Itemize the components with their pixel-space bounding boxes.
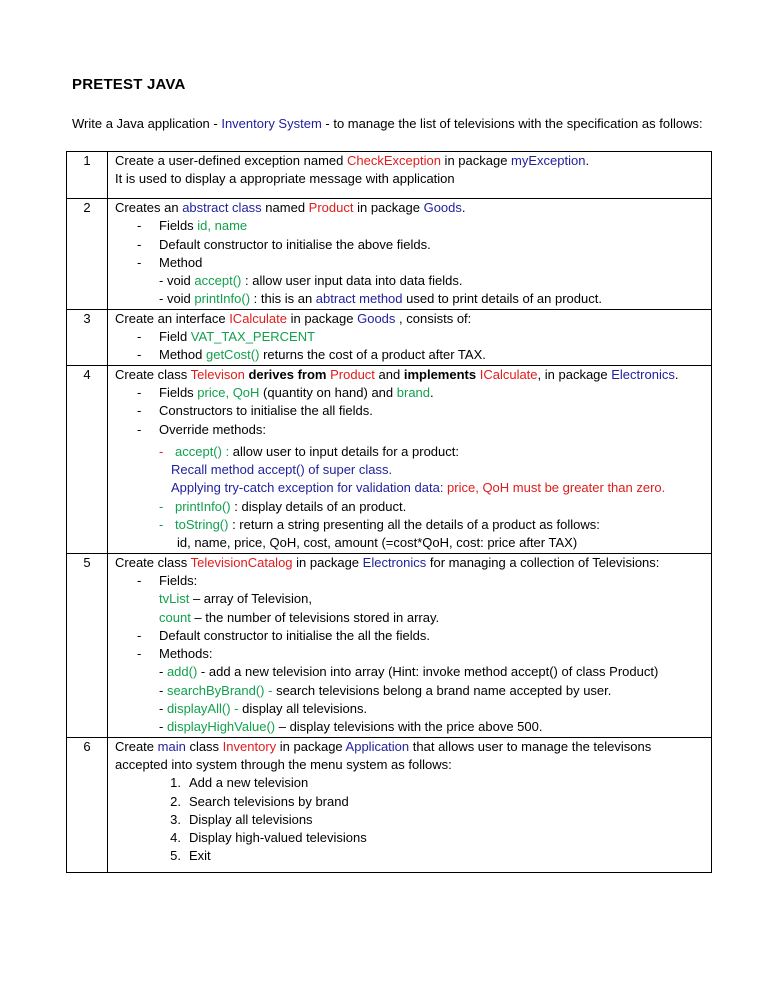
method-name: accept() <box>194 273 242 289</box>
bullet-dash: - <box>137 384 142 400</box>
bullet-dash: - <box>137 572 142 588</box>
package-name: Electronics <box>362 554 427 570</box>
text: Fields: <box>159 572 198 588</box>
row-content <box>108 365 712 553</box>
validation-rule: price, QoH must be greater than zero. <box>447 480 666 496</box>
row-number: 4 <box>67 365 108 553</box>
menu-number: 4. <box>170 830 181 846</box>
bullet-dash: - <box>137 347 142 363</box>
intro-text: Write a Java application - <box>72 116 222 131</box>
menu-item <box>115 793 707 811</box>
text: Create class <box>115 366 191 382</box>
text: allow user to input details for a product: <box>229 443 459 459</box>
row-number: 2 <box>67 199 108 310</box>
row-content <box>108 152 712 199</box>
class-name: TelevisionCatalog <box>190 554 293 570</box>
spec-row-2 <box>67 199 712 310</box>
method-name: printInfo() <box>175 498 231 514</box>
text: Constructors to initialise the all fields. <box>159 403 373 419</box>
text: Override methods: <box>159 421 266 437</box>
text: Method <box>159 254 203 270</box>
menu-item <box>115 847 707 865</box>
row-number: 1 <box>67 152 108 199</box>
intro-text-rest: - to manage the list of televisions with the specification as follows: <box>321 116 703 131</box>
package-name: Goods <box>423 200 462 215</box>
bullet-dash: - <box>137 218 142 234</box>
text: used to print details of an product. <box>402 291 602 307</box>
row-content <box>108 553 712 737</box>
text: in package <box>292 554 363 570</box>
bullet-dash: - <box>137 329 142 345</box>
row-number: 5 <box>67 553 108 737</box>
class-name: Inventory <box>222 738 277 754</box>
text: search televisions belong a brand name accepted by user. <box>276 682 612 698</box>
text: - <box>230 701 243 717</box>
intro-paragraph <box>72 115 712 133</box>
class-name: Product <box>308 200 354 215</box>
interface-name: ICalculate <box>479 366 538 382</box>
method-name: add() <box>166 664 198 680</box>
text: in package <box>287 310 358 326</box>
spec-row-4 <box>67 365 712 553</box>
text: - <box>159 682 167 698</box>
field-name: count <box>159 609 191 625</box>
text: id, name, price, QoH, cost, amount (=cost*QoH, cost: price after TAX) <box>177 535 578 551</box>
text: . <box>461 200 466 215</box>
text: (quantity on hand) and <box>259 384 397 400</box>
text: Method <box>159 347 206 363</box>
package-name: Goods <box>357 310 396 326</box>
text: – display televisions with the price above 500. <box>275 719 543 735</box>
text: Fields <box>159 218 198 234</box>
menu-item <box>115 811 707 829</box>
method-name: displayAll() <box>166 701 231 717</box>
text: . <box>585 153 590 168</box>
text: Field <box>159 329 191 345</box>
text: , in package <box>537 366 612 382</box>
text: : display details of an product. <box>230 498 407 514</box>
text: returns the cost of a product after TAX. <box>259 347 486 363</box>
text: – array of Television, <box>189 591 312 607</box>
bullet-dash: - <box>159 498 164 514</box>
field-name: tvList <box>159 591 190 607</box>
field-name: brand <box>396 384 431 400</box>
row-number: 3 <box>67 309 108 365</box>
text: in package <box>353 200 424 215</box>
class-name: Product <box>330 366 375 382</box>
text: . <box>430 384 434 400</box>
text: : this is an <box>250 291 316 307</box>
package-name: myException <box>511 153 586 168</box>
text: - <box>159 664 167 680</box>
bullet-dash: - <box>137 421 142 437</box>
menu-label: Display all televisions <box>189 811 313 827</box>
text: Creates an <box>115 200 183 215</box>
method-name: toString() <box>175 517 229 533</box>
bullet-dash: - <box>137 403 142 419</box>
text: – the number of televisions stored in array. <box>190 609 440 625</box>
text: Create class <box>115 554 191 570</box>
spec-row-3 <box>67 309 712 365</box>
package-name: Electronics <box>611 366 675 382</box>
text: in package <box>276 738 346 754</box>
bullet-dash: - <box>159 443 164 459</box>
method-name: searchByBrand() <box>166 682 265 698</box>
text: Create <box>115 738 158 754</box>
text: in package <box>440 153 512 168</box>
method-name: getCost() <box>205 347 260 363</box>
bullet-dash: - <box>137 646 142 662</box>
specification-table <box>66 151 712 873</box>
text: accepted into system through the menu system as follows: <box>115 756 452 772</box>
text: - void <box>159 291 195 307</box>
keyword: abtract method <box>315 291 403 307</box>
bullet-dash: - <box>137 254 142 270</box>
method-name: displayHighValue() <box>166 719 276 735</box>
spec-row-6 <box>67 737 712 872</box>
spec-row-5 <box>67 553 712 737</box>
keyword: abstract class <box>182 200 262 215</box>
text: class <box>185 738 223 754</box>
bullet-dash: - <box>137 236 142 252</box>
keyword: implements <box>403 366 477 382</box>
text: that allows user to manage the televisons <box>409 738 652 754</box>
method-name: printInfo() <box>194 291 251 307</box>
menu-number: 1. <box>170 775 181 791</box>
text: named <box>261 200 309 215</box>
field-names: price, QoH <box>197 384 260 400</box>
text: : allow user input data into data fields. <box>241 273 463 289</box>
text: - <box>159 719 167 735</box>
method-name: accept() : <box>175 443 230 459</box>
text: Methods: <box>159 646 213 662</box>
field-name: VAT_TAX_PERCENT <box>190 329 316 345</box>
menu-item <box>115 774 707 792</box>
keyword: main <box>157 738 186 754</box>
text: . <box>674 366 679 382</box>
text: - <box>264 682 277 698</box>
menu-label: Add a new television <box>189 775 309 791</box>
bullet-dash: - <box>159 517 164 533</box>
menu-label: Display high-valued televisions <box>189 830 367 846</box>
page-title: PRETEST JAVA <box>72 76 186 93</box>
text: It is used to display a appropriate message with application <box>115 171 455 187</box>
menu-label: Search televisions by brand <box>189 793 349 809</box>
row-content <box>108 309 712 365</box>
text: Fields <box>159 384 198 400</box>
intro-app-name: Inventory System <box>221 116 322 131</box>
exception-name: CheckException <box>346 153 441 168</box>
text: display all televisions. <box>242 701 368 717</box>
interface-name: ICalculate <box>229 310 287 326</box>
text: Create a user-defined exception named <box>115 153 347 168</box>
text: Recall method accept() of super class. <box>171 462 393 478</box>
text: Applying try-catch exception for validation data: <box>171 480 448 496</box>
text: Default constructor to initialise the above fields. <box>159 236 431 252</box>
keyword: derives from <box>244 366 331 382</box>
menu-number: 5. <box>170 848 181 864</box>
text: - add a new television into array (Hint: invoke method accept() of class Product) <box>197 664 659 680</box>
row-content <box>108 737 712 872</box>
row-content <box>108 199 712 310</box>
text: - void <box>159 273 195 289</box>
text: - <box>159 701 167 717</box>
menu-label: Exit <box>189 848 211 864</box>
menu-number: 2. <box>170 793 181 809</box>
bullet-dash: - <box>137 627 142 643</box>
text: for managing a collection of Televisions: <box>426 554 660 570</box>
text: Default constructor to initialise the all the fields. <box>159 627 430 643</box>
field-names: id, name <box>197 218 248 234</box>
class-name: Televison <box>190 366 245 382</box>
menu-number: 3. <box>170 811 181 827</box>
text: , consists of: <box>395 310 472 326</box>
spec-row-1 <box>67 152 712 199</box>
text: : return a string presenting all the details of a product as follows: <box>228 517 600 533</box>
row-number: 6 <box>67 737 108 872</box>
text: and <box>374 366 404 382</box>
menu-item <box>115 829 707 847</box>
text: Create an interface <box>115 310 230 326</box>
package-name: Application <box>345 738 410 754</box>
